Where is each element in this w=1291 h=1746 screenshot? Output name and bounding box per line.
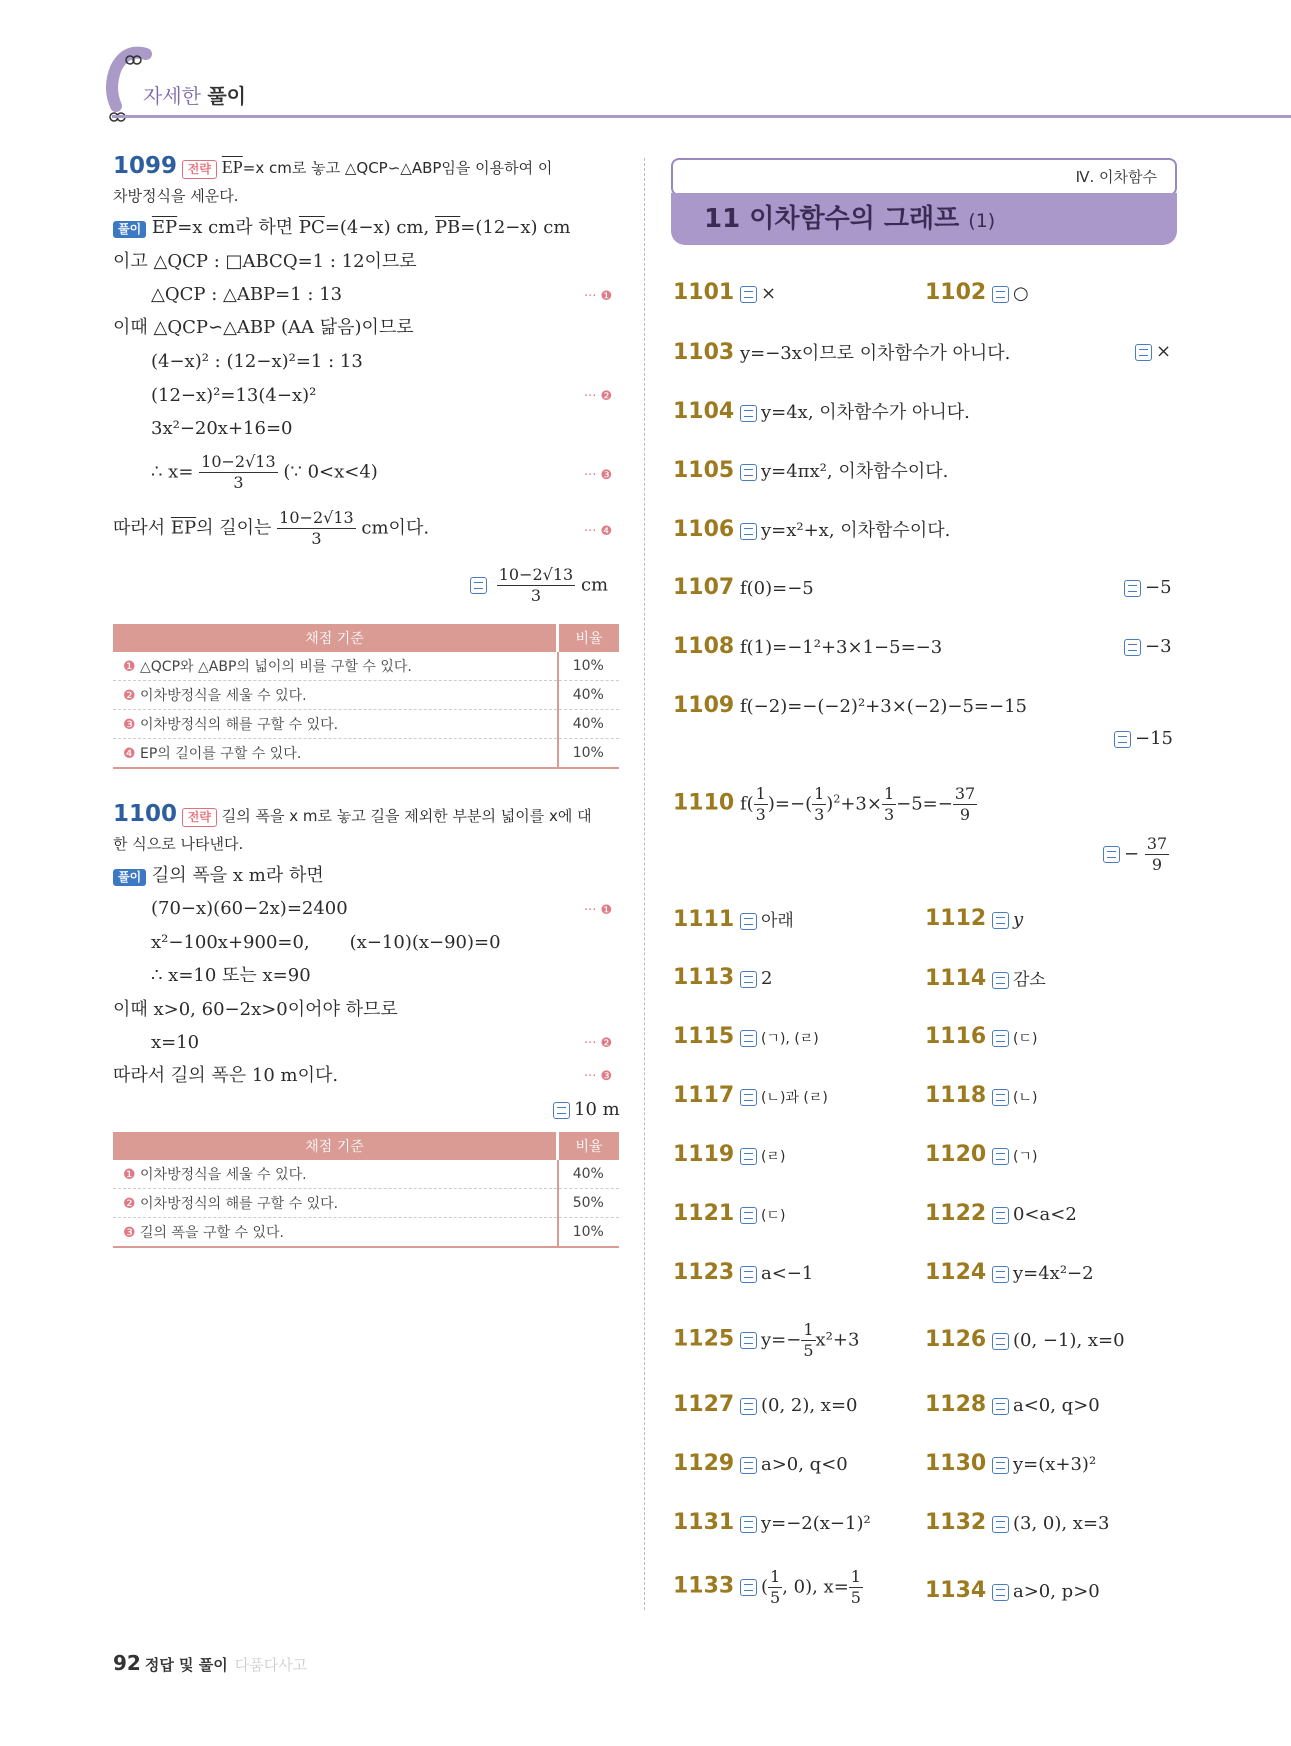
answer-1114: 1114 감소 — [925, 966, 1046, 991]
1100-line-4: ∴ x=10 또는 x=90 — [151, 965, 311, 986]
strategy-tag: 전략 — [182, 160, 217, 179]
table-row: ❸ 길의 폭을 구할 수 있다. 10% — [113, 1218, 619, 1248]
answer-1130: 1130 y=(x+3)² — [925, 1451, 1097, 1476]
1100-line-5: 이때 x>0, 60−2x>0이어야 하므로 — [113, 999, 398, 1020]
answer-1123: 1123 a<−1 — [673, 1260, 814, 1285]
answer-1107: 1107 f(0)=−5 — [673, 575, 814, 600]
answer-1116: 1116 (ㄷ) — [925, 1024, 1038, 1049]
answer-1106: 1106 y=x²+x, 이차함수이다. — [673, 517, 951, 542]
answer-icon — [470, 577, 487, 594]
answer-1112: 1112 y — [925, 906, 1024, 931]
answer-1102: 1102 ○ — [925, 280, 1029, 305]
1099-line-7: 3x²−20x+16=0 — [151, 418, 293, 439]
score-table-1099: 채점 기준 비율 ❶ △QCP와 △ABP의 넓이의 비를 구할 수 있다. 10% ❷ 이차방정식을 세울 수 있다. 40% ❸ 이차방정식의 해를 구할 수 있다. 40% ❹ EP의 길이를 구할 수 있다. 10% — [113, 624, 619, 769]
answer-1117: 1117 (ㄴ)과 (ㄹ) — [673, 1083, 828, 1108]
1099-line-6: (12−x)²=13(4−x)² — [151, 385, 317, 406]
header-title: 자세한 풀이 — [143, 84, 246, 108]
problem-1099: 1099 전략 $\overline{EP}=x$ cm로 놓고 △QCP∽△ABP임을 이용하여 이 차방정식을 세운다. — [113, 153, 553, 205]
answer-1128: 1128 a<0, q>0 — [925, 1392, 1100, 1417]
1099-line-8: ∴ x= $\frac{10-2√13}{3}$ (∵ 0<x<4) — [151, 452, 378, 492]
answer-1126: 1126 (0, −1), x=0 — [925, 1327, 1125, 1352]
1099-line-1: 풀이 $\overline{EP}=x$ cm라 하면 $\overline{PC}=(4-x)$ cm, $\overline{PB}=(12-x)$ cm — [113, 216, 570, 240]
step-mark-1: ··· ❶ — [584, 903, 613, 918]
answer-1113: 1113 2 — [673, 965, 773, 990]
answer-1109-result: −15 — [1114, 728, 1173, 749]
answer-1105: 1105 y=4πx², 이차함수이다. — [673, 458, 949, 483]
1100-line-2: (70−x)(60−2x)=2400 — [151, 898, 348, 919]
score-table-1100: 채점 기준 비율 ❶ 이차방정식을 세울 수 있다. 40% ❷ 이차방정식의 해를 구할 수 있다. 50% ❸ 길의 폭을 구할 수 있다. 10% — [113, 1132, 619, 1248]
answer-1122: 1122 0<a<2 — [925, 1201, 1077, 1226]
1100-line-1: 풀이 길의 폭을 x m라 하면 — [113, 864, 324, 888]
answer-1133: 1133 ( $\frac{1}{5}$ , 0), x= $\frac{1}{5}$ — [673, 1567, 861, 1607]
step-mark-3: ··· ❸ — [584, 1069, 613, 1084]
answer-1132: 1132 (3, 0), x=3 — [925, 1510, 1110, 1535]
answer-1134: 1134 a>0, p>0 — [925, 1578, 1100, 1603]
header-rule — [112, 115, 1291, 118]
1099-line-2: 이고 △QCP : □ABCQ=1 : 12이므로 — [113, 251, 417, 272]
table-row: ❶ △QCP와 △ABP의 넓이의 비를 구할 수 있다. 10% — [113, 652, 619, 681]
1100-line-3: x²−100x+900=0, (x−10)(x−90)=0 — [151, 932, 501, 953]
answer-1119: 1119 (ㄹ) — [673, 1142, 786, 1167]
table-row: ❹ EP의 길이를 구할 수 있다. 10% — [113, 739, 619, 769]
answer-1124: 1124 y=4x²−2 — [925, 1260, 1094, 1285]
table-row: ❷ 이차방정식의 해를 구할 수 있다. 50% — [113, 1189, 619, 1218]
1099-line-3: △QCP : △ABP=1 : 13 — [151, 284, 343, 305]
column-divider — [644, 158, 645, 1610]
answer-1101: 1101 × — [673, 280, 777, 305]
step-mark-1: ··· ❶ — [584, 289, 613, 304]
answer-1103-result: × — [1135, 341, 1171, 362]
answer-1131: 1131 y=−2(x−1)² — [673, 1510, 871, 1535]
answer-1120: 1120 (ㄱ) — [925, 1142, 1038, 1167]
answer-1109: 1109 f(−2)=−(−2)²+3×(−2)−5=−15 — [673, 693, 1027, 718]
table-row: ❷ 이차방정식을 세울 수 있다. 40% — [113, 681, 619, 710]
chapter-label: Ⅳ. 이차함수 — [1075, 168, 1157, 186]
problem-1100: 1100 전략 길의 폭을 x m로 놓고 길을 제외한 부분의 넓이를 x에 대 한 식으로 나타낸다. — [113, 801, 592, 853]
1099-line-5: (4−x)² : (12−x)²=1 : 13 — [151, 351, 363, 372]
1100-answer: 10 m — [553, 1098, 620, 1122]
page-footer: 92 정답 및 풀이 다품다사고 — [113, 1651, 308, 1675]
table-row: ❶ 이차방정식을 세울 수 있다. 40% — [113, 1160, 619, 1189]
answer-1110: 1110 f( $\frac{1}{3}$ )=−( $\frac{1}{3}$ )$^2$+3× $\frac{1}{3}$ −5=− $\frac{37}{9}$ — [673, 784, 976, 824]
answer-1127: 1127 (0, 2), x=0 — [673, 1392, 858, 1417]
answer-1111: 1111 아래 — [673, 907, 794, 932]
answer-1107-result: −5 — [1124, 577, 1172, 598]
1100-line-6: x=10 — [151, 1032, 200, 1053]
answer-1125: 1125 y=− $\frac{1}{5}$ x²+3 — [673, 1320, 860, 1360]
answer-1115: 1115 (ㄱ), (ㄹ) — [673, 1024, 819, 1049]
step-mark-2: ··· ❷ — [584, 389, 613, 404]
1100-line-7: 따라서 길의 폭은 10 m이다. — [113, 1065, 339, 1086]
section-title: 11 이차함수의 그래프 (1) — [704, 204, 996, 234]
answer-1118: 1118 (ㄴ) — [925, 1083, 1038, 1108]
step-mark-3: ··· ❸ — [584, 468, 613, 483]
answer-1110-result: − $\frac{37}{9}$ — [1103, 834, 1169, 875]
answer-1129: 1129 a>0, q<0 — [673, 1451, 848, 1476]
chapter-box — [671, 158, 1177, 196]
1099-line-4: 이때 △QCP∽△ABP (AA 닮음)이므로 — [113, 317, 414, 338]
answer-1121: 1121 (ㄷ) — [673, 1201, 786, 1226]
step-mark-2: ··· ❷ — [584, 1036, 613, 1051]
step-mark-4: ··· ❹ — [584, 524, 613, 539]
answer-1104: 1104 y=4x, 이차함수가 아니다. — [673, 399, 970, 424]
1099-line-9: 따라서 $\overline{EP}$의 길이는 $\frac{10-2√13}{3}$ cm이다. — [113, 508, 430, 548]
table-row: ❸ 이차방정식의 해를 구할 수 있다. 40% — [113, 710, 619, 739]
answer-1108-result: −3 — [1124, 636, 1172, 657]
answer-1103: 1103 y=−3x이므로 이차함수가 아니다. — [673, 340, 1011, 365]
answer-1108: 1108 f(1)=−1²+3×1−5=−3 — [673, 634, 943, 659]
1099-answer: $\frac{10-2√13}{3}$ cm — [470, 565, 608, 606]
